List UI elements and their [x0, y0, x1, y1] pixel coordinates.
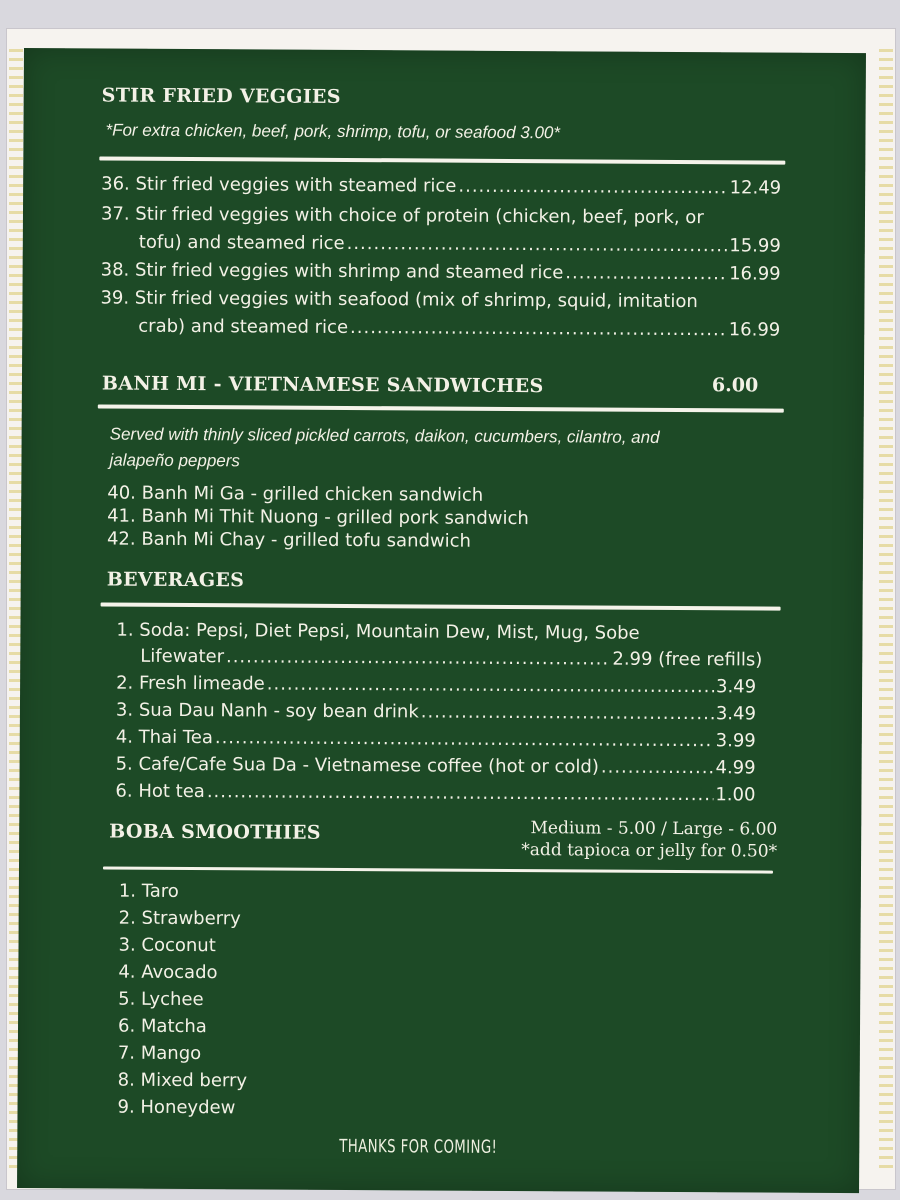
beverage-6: 6. Hot tea ..... 1.00 — [115, 778, 755, 810]
section-title-stir-fried: STIR FRIED VEGGIES — [101, 84, 341, 108]
section-title-beverages: BEVERAGES — [106, 568, 245, 592]
banh-mi-note-line2: jalapeño peppers — [109, 450, 240, 471]
banh-mi-note-line1: Served with thinly sliced pickled carrots, daikon, cucumbers, cilantro, and — [109, 424, 660, 447]
beverage-1-line1: 1. Soda: Pepsi, Diet Pepsi, Mountain Dew, Mist, Mug, Sobe — [116, 619, 640, 644]
boba-item-6: 6. Matcha — [117, 1015, 207, 1038]
menu-item-37: tofu) and steamed rice ..... 15.99 — [139, 229, 781, 261]
beverage-5: 5. Cafe/Cafe Sua Da - Vietnamese coffee (hot or cold) ..... 4.99 — [116, 751, 756, 783]
menu-item-36: 36. Stir fried veggies with steamed rice ..... 12.49 — [101, 170, 781, 202]
section-divider — [101, 602, 781, 610]
menu-item-41: 41. Banh Mi Thit Nuong - grilled pork sandwich — [107, 505, 529, 530]
beverage-2: 2. Fresh limeade ..... 3.49 — [116, 670, 756, 702]
menu-board — [17, 48, 866, 1193]
boba-item-9: 9. Honeydew — [117, 1096, 236, 1119]
section-title-banh-mi: BANH MI - VIETNAMESE SANDWICHES — [101, 372, 544, 398]
menu-item-40: 40. Banh Mi Ga - grilled chicken sandwich — [107, 482, 484, 506]
boba-addon: *add tapioca or jelly for 0.50* — [521, 840, 778, 862]
menu-item-39: crab) and steamed rice ..... 16.99 — [138, 313, 780, 345]
boba-item-1: 1. Taro — [118, 880, 179, 902]
boba-item-8: 8. Mixed berry — [117, 1069, 248, 1092]
banh-mi-price: 6.00 — [711, 374, 759, 397]
section-divider — [103, 866, 773, 873]
beverage-1: Lifewater ..... 2.99 (free refills) — [140, 643, 762, 675]
boba-item-2: 2. Strawberry — [118, 907, 241, 930]
footer-thanks: THANKS FOR COMING! — [339, 1135, 498, 1158]
beverage-3: 3. Sua Dau Nanh - soy bean drink ..... 3.49 — [116, 697, 756, 729]
stir-fried-note: *For extra chicken, beef, pork, shrimp, tofu, or seafood 3.00* — [105, 120, 561, 143]
boba-item-3: 3. Coconut — [118, 934, 216, 957]
menu-item-38: 38. Stir fried veggies with shrimp and steamed rice ..... 16.99 — [101, 256, 781, 288]
beverage-4: 4. Thai Tea ..... 3.99 — [116, 724, 756, 756]
decorative-border-right — [879, 49, 893, 1169]
section-title-boba: BOBA SMOOTHIES — [109, 820, 321, 844]
boba-item-7: 7. Mango — [117, 1042, 202, 1065]
menu-item-42: 42. Banh Mi Chay - grilled tofu sandwich — [106, 528, 472, 552]
section-divider — [99, 156, 785, 164]
boba-sizes: Medium - 5.00 / Large - 6.00 — [530, 818, 778, 840]
menu-item-37-line1: 37. Stir fried veggies with choice of protein (chicken, beef, pork, or — [100, 203, 704, 229]
boba-item-5: 5. Lychee — [118, 988, 204, 1011]
section-divider — [98, 404, 784, 412]
menu-item-39-line1: 39. Stir fried veggies with seafood (mix of shrimp, squid, imitation — [100, 287, 698, 313]
boba-item-4: 4. Avocado — [118, 961, 218, 984]
